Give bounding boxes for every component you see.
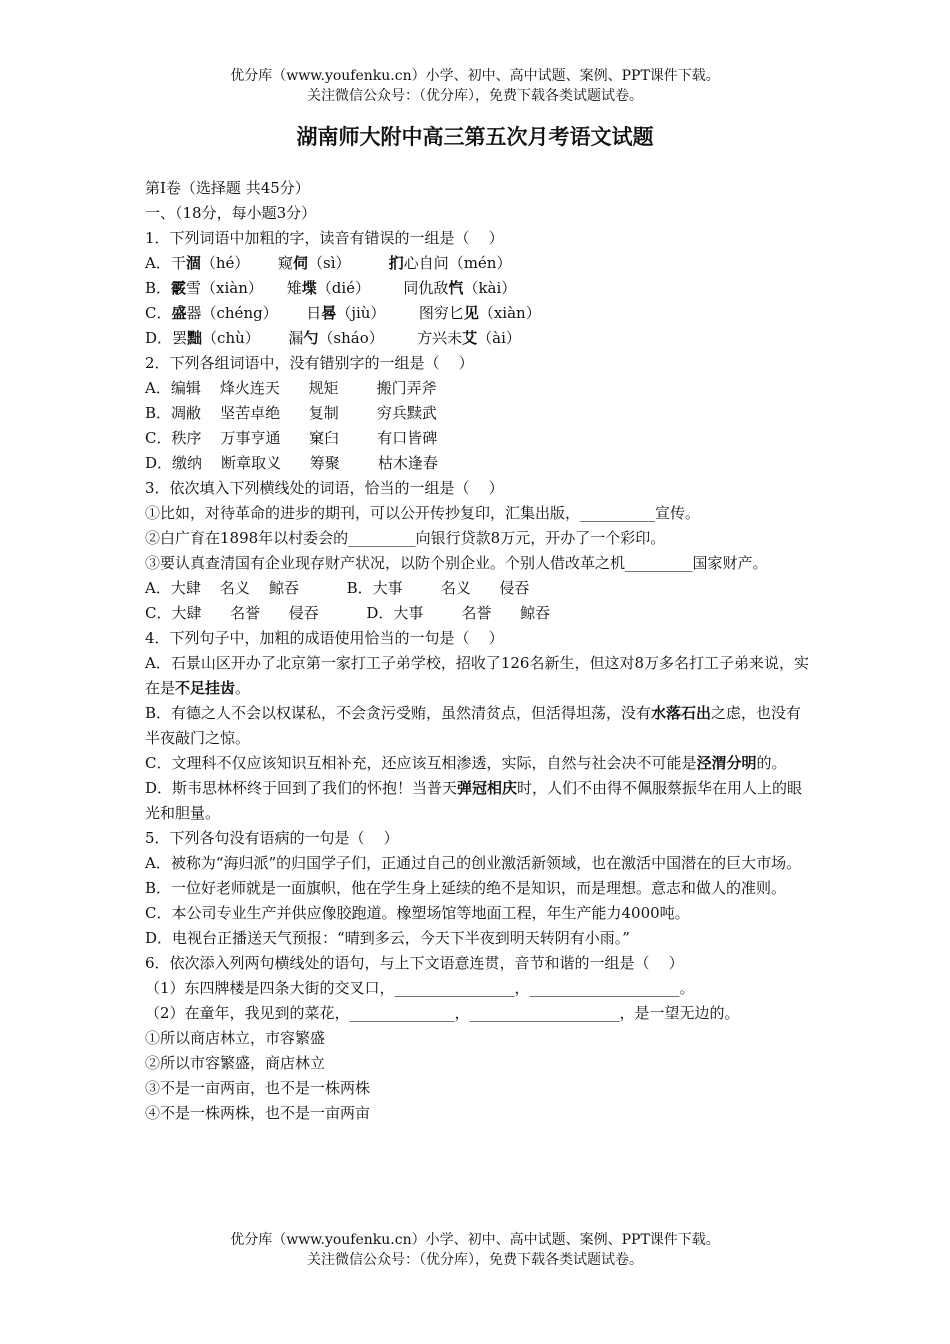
text-segment: 6．依次添入列两句横线处的语句，与上下文语意连贯，音节和谐的一组是（ ）	[145, 954, 684, 972]
text-segment: A．大肆 名义 鲸吞 B．大事 名义 侵吞	[145, 579, 530, 597]
text-segment: ②白广育在1898年以村委会的_________向银行贷款8万元，开办了一个彩印。	[145, 529, 666, 547]
text-segment: 时，人们不由得不佩服蔡振华在用人上的眼光和胆量。	[145, 779, 803, 822]
text-segment: D．罢	[145, 329, 188, 347]
text-line	[145, 351, 810, 376]
text-line	[145, 226, 810, 251]
text-line	[145, 576, 810, 601]
text-segment: A．干	[145, 254, 186, 272]
text-line	[145, 276, 810, 301]
text-segment: （dié） 同仇敌	[316, 279, 449, 297]
text-segment: （xiàn）	[478, 304, 541, 322]
bold-term: 见	[463, 304, 479, 322]
text-line	[145, 426, 810, 451]
bold-term: 晷	[321, 304, 337, 322]
text-line	[145, 851, 810, 876]
text-line	[145, 501, 810, 526]
text-segment: （kài）	[463, 279, 517, 297]
text-line	[145, 951, 810, 976]
bold-term: 忾	[448, 279, 464, 297]
text-segment: 5．下列各句没有语病的一句是（ ）	[145, 829, 399, 847]
document-title: 湖南师大附中高三第五次月考语文试题	[296, 125, 654, 149]
text-line	[145, 1001, 810, 1026]
bold-term: 弹冠相庆	[457, 779, 518, 797]
bold-term: 堞	[301, 279, 317, 297]
text-line	[145, 326, 810, 351]
text-segment: 雪（xiàn） 雉	[186, 279, 302, 297]
text-segment: （hé） 窥	[200, 254, 294, 272]
page-header	[0, 66, 950, 106]
text-segment: 3．依次填入下列横线处的词语，恰当的一组是（ ）	[145, 479, 504, 497]
text-line	[145, 176, 810, 201]
footer-line-1: 优分库（www.youfenku.cn）小学、初中、高中试题、案例、PPT课件下载。	[230, 1232, 720, 1248]
text-segment: C．秩序 万事亨通 窠臼 有口皆碑	[145, 429, 438, 447]
text-segment: C．	[145, 304, 172, 322]
text-segment: ③要认真查清国有企业现存财产状况，以防个别企业。个别人借改革之机_________国家财产。	[145, 554, 768, 572]
bold-term: 艾	[462, 329, 478, 347]
text-segment: C．本公司专业生产并供应像胶跑道。橡塑场馆等地面工程，年生产能力4000吨。	[145, 904, 690, 922]
text-segment: 一、（18分，每小题3分）	[145, 204, 317, 222]
text-segment: D．斯韦思林杯终于回到了我们的怀抱！当普天	[145, 779, 458, 797]
text-segment: B．一位好老师就是一面旗帜，他在学生身上延续的绝不是知识，而是理想。意志和做人的准则。	[145, 879, 787, 897]
text-line	[145, 201, 810, 226]
text-segment: ①所以商店林立，市容繁盛	[145, 1029, 326, 1047]
text-line	[145, 301, 810, 326]
text-line	[145, 1101, 810, 1126]
text-line	[145, 376, 810, 401]
text-segment: B．	[145, 279, 172, 297]
text-segment: C．文理科不仅应该知识互相补充，还应该互相渗透，实际，自然与社会决不可能是	[145, 754, 697, 772]
text-line	[145, 526, 810, 551]
text-line	[145, 1051, 810, 1076]
text-segment: 器（chéng） 日	[186, 304, 322, 322]
text-segment: （chù） 漏	[202, 329, 304, 347]
page-footer	[0, 1230, 950, 1270]
text-segment: D．电视台正播送天气预报：“晴到多云，今天下半夜到明天转阴有小雨。”	[145, 929, 630, 947]
text-segment: 之虑，也没有半夜敲门之惊。	[145, 704, 802, 747]
bold-term: 水落石出	[651, 704, 712, 722]
text-segment: ①比如，对待革命的进步的期刊，可以公开传抄复印，汇集出版，__________宣传。	[145, 504, 701, 522]
text-segment: （2）在童年，我见到的菜花，______________，____________________，是一望无边的。	[145, 1004, 740, 1022]
text-line	[145, 251, 810, 276]
text-line	[145, 926, 810, 951]
text-line	[145, 826, 810, 851]
bold-term: 勺	[303, 329, 319, 347]
text-segment: 1．下列词语中加粗的字，读音有错误的一组是（ ）	[145, 229, 504, 247]
footer-line-2: 关注微信公众号：（优分库），免费下载各类试题试卷。	[307, 1252, 643, 1268]
text-segment: （ài）	[477, 329, 521, 347]
text-line	[145, 1026, 810, 1051]
bold-term: 泾渭分明	[696, 754, 757, 772]
text-segment: 。	[235, 679, 251, 697]
bold-term: 扪	[388, 254, 404, 272]
text-line	[145, 901, 810, 926]
text-segment: 第Ⅰ卷（选择题 共45分）	[145, 179, 310, 197]
bold-term: 伺	[293, 254, 309, 272]
bold-term: 盛	[171, 304, 187, 322]
bold-term: 黜	[187, 329, 203, 347]
text-segment: A．石景山区开办了北京第一家打工子弟学校，招收了126名新生，但这对8万多名打工子弟来说，实在是	[145, 654, 810, 697]
text-segment: 心自问（mén）	[403, 254, 512, 272]
text-segment: B．凋敝 坚苦卓绝 复制 穷兵黩武	[145, 404, 437, 422]
exam-content	[145, 176, 810, 1126]
text-line	[145, 1076, 810, 1101]
text-line	[145, 451, 810, 476]
header-line-2: 关注微信公众号：（优分库），免费下载各类试题试卷。	[307, 88, 643, 104]
text-segment: D．缴纳 断章取义 筹聚 枯木逢春	[145, 454, 438, 472]
text-line	[145, 401, 810, 426]
text-segment: （1）东四牌楼是四条大街的交叉口，________________，____________________。	[145, 979, 695, 997]
bold-term: 涸	[185, 254, 201, 272]
text-segment: 4．下列句子中，加粗的成语使用恰当的一句是（ ）	[145, 629, 504, 647]
text-segment: C．大肆 名誉 侵吞 D．大事 名誉 鲸吞	[145, 604, 551, 622]
text-line	[145, 626, 810, 651]
text-line	[145, 776, 810, 826]
text-segment: （sì）	[308, 254, 389, 272]
text-segment: （jiù） 图穷匕	[336, 304, 464, 322]
text-line	[145, 976, 810, 1001]
text-segment: ④不是一株两株，也不是一亩两亩	[145, 1104, 371, 1122]
text-segment: ③不是一亩两亩，也不是一株两株	[145, 1079, 371, 1097]
text-line	[145, 476, 810, 501]
text-segment: 的。	[756, 754, 787, 772]
text-line	[145, 701, 810, 751]
text-line	[145, 876, 810, 901]
bold-term: 不足挂齿	[175, 679, 236, 697]
text-segment: B．有德之人不会以权谋私，不会贪污受贿，虽然清贫点，但活得坦荡，没有	[145, 704, 652, 722]
text-segment: ②所以市容繁盛，商店林立	[145, 1054, 326, 1072]
text-line	[145, 601, 810, 626]
bold-term: 霰	[171, 279, 187, 297]
text-segment: （sháo） 方兴未	[318, 329, 463, 347]
text-line	[145, 551, 810, 576]
text-segment: A．编辑 烽火连天 规矩 搬门弄斧	[145, 379, 437, 397]
text-line	[145, 751, 810, 776]
header-line-1: 优分库（www.youfenku.cn）小学、初中、高中试题、案例、PPT课件下载。	[230, 68, 720, 84]
text-segment: A．被称为“海归派”的归国学子们，正通过自己的创业激活新领域，也在激活中国潜在的巨大市场。	[145, 854, 802, 872]
text-segment: 2．下列各组词语中，没有错别字的一组是（ ）	[145, 354, 474, 372]
text-line	[145, 651, 810, 701]
